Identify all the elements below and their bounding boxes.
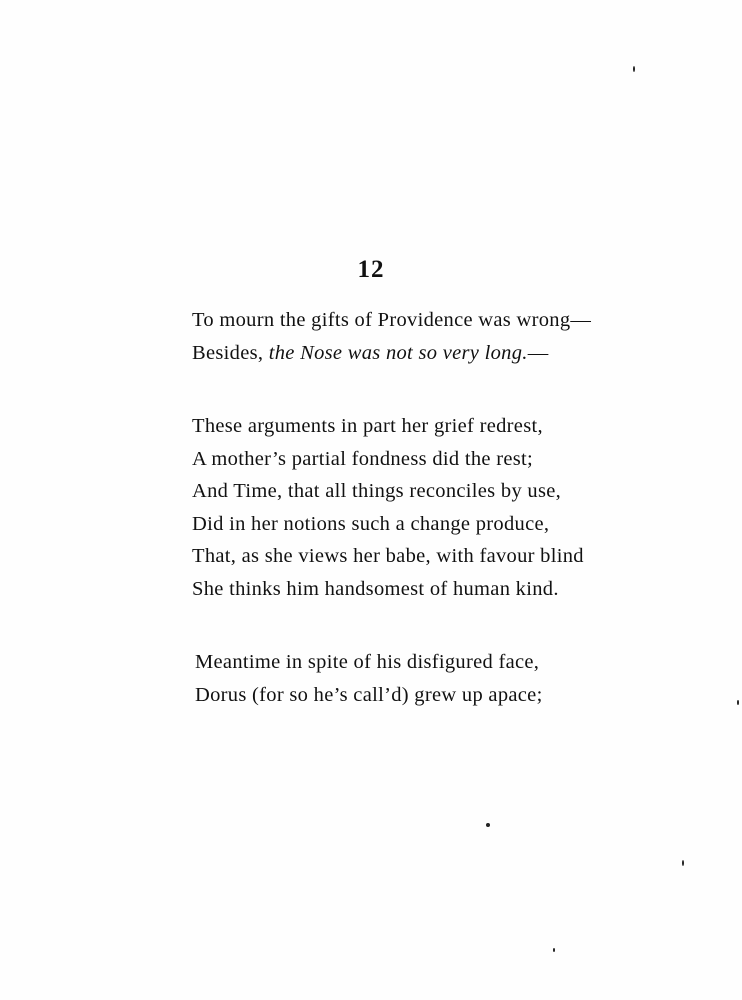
verse-line: These arguments in part her grief redrest, bbox=[192, 415, 543, 437]
scan-speck bbox=[553, 948, 555, 952]
verse-line bbox=[192, 337, 591, 370]
stanza-3 bbox=[195, 646, 543, 711]
verse-line: Dorus (for so he’s call’d) grew up apace; bbox=[195, 683, 543, 706]
verse-line: To mourn the gifts of Providence was wrong— bbox=[192, 309, 592, 331]
verse-line-dash: — bbox=[527, 341, 549, 364]
scan-speck bbox=[682, 860, 684, 866]
verse-line: Did in her notions such a change produce, bbox=[192, 512, 550, 535]
scan-speck bbox=[633, 66, 635, 72]
stanza-2 bbox=[192, 410, 584, 605]
page-number: 12 bbox=[357, 256, 385, 283]
verse-line: She thinks him handsomest of human kind. bbox=[192, 577, 559, 600]
verse-line-italic: the Nose was not so very long. bbox=[268, 341, 528, 364]
verse-line: Meantime in spite of his disfigured face, bbox=[195, 651, 540, 673]
scan-speck bbox=[737, 700, 739, 705]
verse-line: A mother’s partial fondness did the rest; bbox=[192, 447, 534, 470]
stanza-1 bbox=[192, 304, 591, 369]
verse-line: And Time, that all things reconciles by use, bbox=[192, 480, 562, 502]
verse-line: That, as she views her babe, with favour blind bbox=[192, 545, 584, 567]
verse-line-roman: Besides, bbox=[192, 341, 269, 364]
scan-speck bbox=[486, 823, 490, 827]
